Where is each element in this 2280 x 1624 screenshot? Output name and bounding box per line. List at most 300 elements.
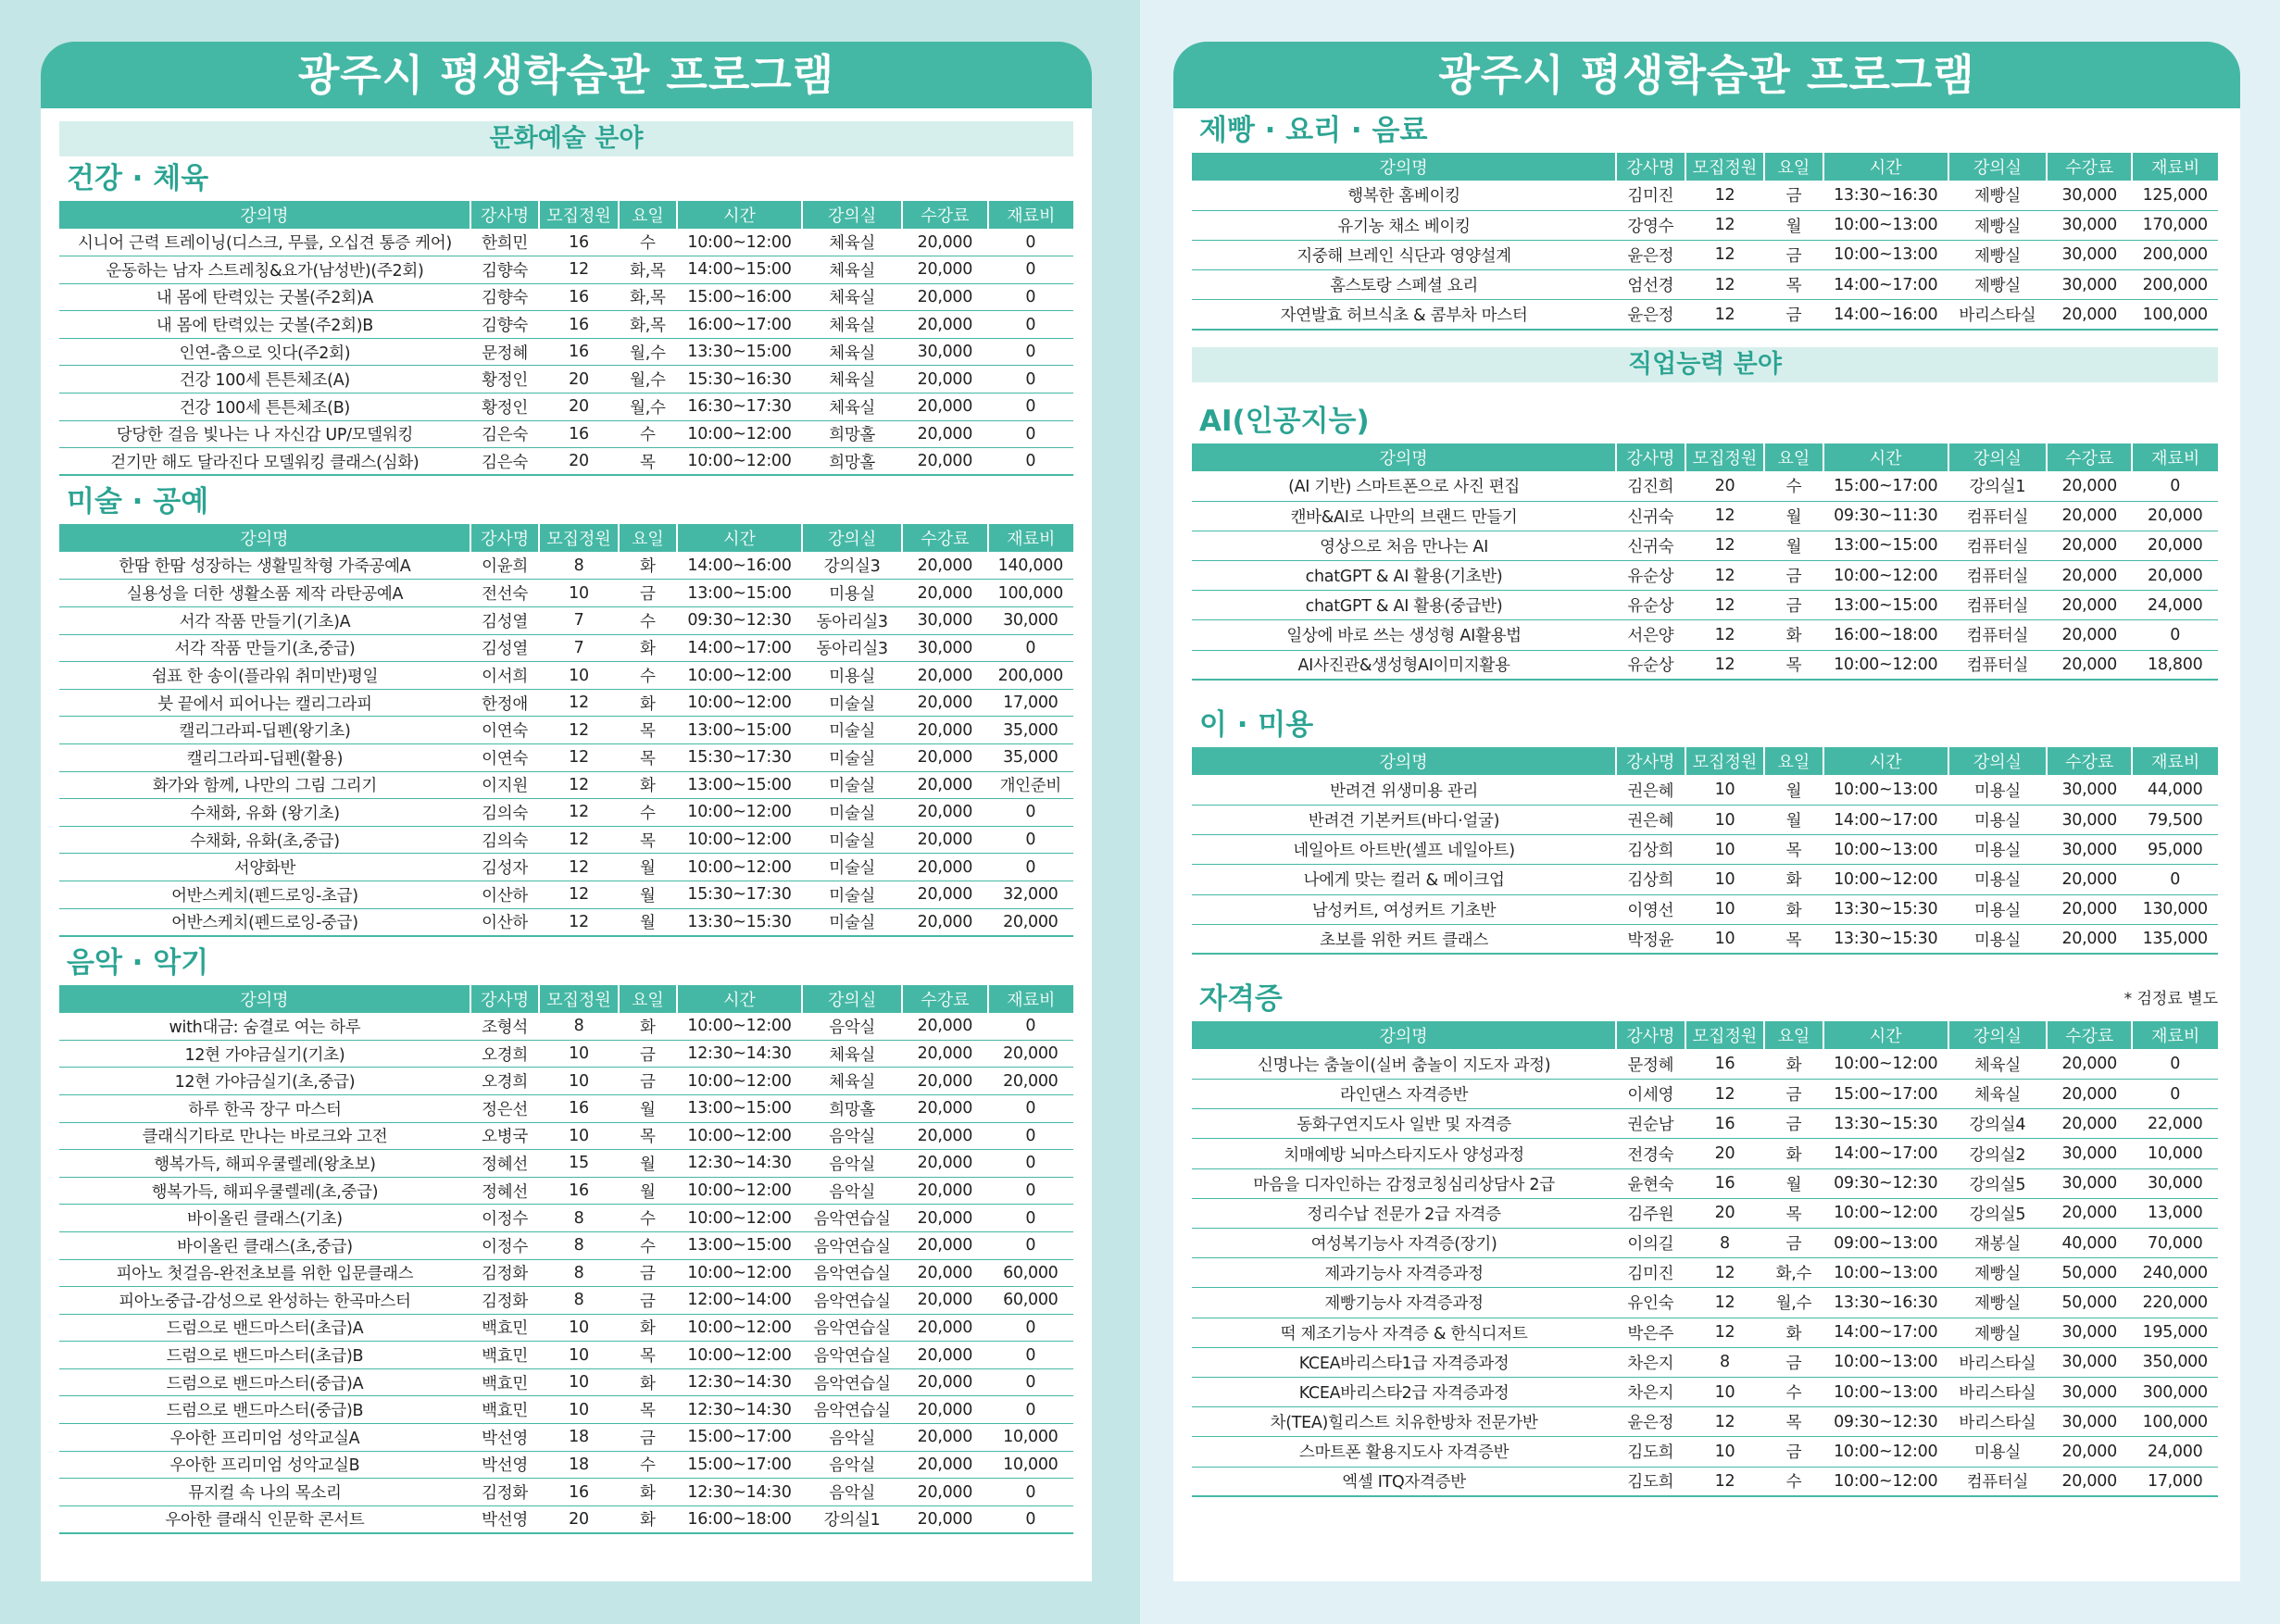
col-material: 24,000 — [2132, 591, 2218, 620]
col-material: 0 — [988, 1479, 1073, 1506]
col-day: 화 — [619, 634, 677, 662]
col-instructor: 한희민 — [470, 229, 539, 256]
col-title: 행복한 홈베이킹 — [1192, 181, 1616, 210]
col-title: 정리수납 전문가 2급 자격증 — [1192, 1198, 1616, 1228]
table-row — [59, 256, 1073, 284]
col-instructor: 황정인 — [470, 366, 539, 394]
col-room: 체육실 — [802, 229, 902, 256]
col-room: 미술실 — [802, 717, 902, 744]
col-capacity: 20 — [539, 448, 619, 476]
col-room: 미술실 — [802, 799, 902, 827]
col-time: 14:00~17:00 — [677, 634, 802, 662]
section-title-cert — [1192, 977, 2218, 1021]
col-day: 화 — [619, 689, 677, 717]
table-row — [1192, 1229, 2218, 1258]
col-fee: 20,000 — [2047, 1467, 2133, 1496]
col-instructor: 권순남 — [1616, 1109, 1685, 1139]
col-fee: 20,000 — [902, 662, 987, 690]
col-time: 15:30~17:30 — [677, 744, 802, 772]
category-culture: 문화예술 분야 — [59, 121, 1073, 156]
col-time: 13:00~15:00 — [677, 771, 802, 799]
col-capacity: 16 — [1685, 1168, 1765, 1198]
page-title-right: 광주시 평생학습관 프로그램 — [1173, 42, 2240, 108]
col-title: 캔바&AI로 나만의 브랜드 만들기 — [1192, 501, 1616, 531]
col-fee: 20,000 — [902, 1287, 987, 1315]
col-title: 제과기능사 자격증과정 — [1192, 1258, 1616, 1288]
col-material: 100,000 — [2132, 1407, 2218, 1437]
col-time: 15:00~17:00 — [1823, 1080, 1948, 1109]
table-row — [59, 420, 1073, 448]
col-fee: 20,000 — [902, 1013, 987, 1041]
col-room: 음악실 — [802, 1177, 902, 1205]
section-title-health: 건강 · 체육 — [67, 162, 209, 195]
col-time: 13:30~15:30 — [1823, 924, 1948, 954]
col-room: 동아리실3 — [802, 634, 902, 662]
column-header-time: 시간 — [1823, 1021, 1948, 1049]
col-title: 드럼으로 밴드마스터(중급)A — [59, 1368, 470, 1396]
col-time: 14:00~17:00 — [1823, 805, 1948, 834]
col-day: 금 — [619, 580, 677, 607]
col-room: 강의실1 — [1948, 471, 2047, 501]
col-capacity: 10 — [1685, 894, 1765, 924]
col-title: 우아한 클래식 인문학 콘서트 — [59, 1505, 470, 1533]
col-instructor: 이의길 — [1616, 1229, 1685, 1258]
col-capacity: 12 — [539, 854, 619, 881]
column-header-capacity: 모집정원 — [1685, 1021, 1765, 1049]
col-instructor: 박정윤 — [1616, 924, 1685, 954]
table-row — [1192, 270, 2218, 300]
col-fee: 20,000 — [902, 1122, 987, 1150]
col-instructor: 백효민 — [470, 1342, 539, 1369]
section-title-ai: AI(인공지능) — [1199, 404, 1370, 438]
col-time: 15:30~17:30 — [677, 881, 802, 908]
col-material: 140,000 — [988, 552, 1073, 580]
table-row — [1192, 1198, 2218, 1228]
col-room: 컴퓨터실 — [1948, 591, 2047, 620]
table-row — [59, 634, 1073, 662]
col-instructor: 엄선경 — [1616, 270, 1685, 300]
col-instructor: 김도희 — [1616, 1467, 1685, 1496]
col-capacity: 8 — [539, 1205, 619, 1232]
col-instructor: 유순상 — [1616, 591, 1685, 620]
col-room: 컴퓨터실 — [1948, 501, 2047, 531]
col-time: 09:30~12:30 — [1823, 1407, 1948, 1437]
col-title: 당당한 걸음 빛나는 나 자신감 UP/모델워킹 — [59, 420, 470, 448]
col-title: 어반스케치(펜드로잉-중급) — [59, 908, 470, 936]
col-capacity: 12 — [539, 689, 619, 717]
col-title: AI사진관&생성형AI이미지활용 — [1192, 650, 1616, 680]
col-material: 0 — [988, 1150, 1073, 1178]
col-capacity: 10 — [539, 580, 619, 607]
col-room: 강의실5 — [1948, 1168, 2047, 1198]
col-capacity: 12 — [1685, 531, 1765, 560]
col-capacity: 12 — [539, 256, 619, 284]
col-material: 0 — [988, 799, 1073, 827]
column-header-title: 강의명 — [1192, 747, 1616, 775]
col-capacity: 10 — [1685, 1437, 1765, 1467]
col-instructor: 백효민 — [470, 1368, 539, 1396]
col-material: 24,000 — [2132, 1437, 2218, 1467]
col-capacity: 12 — [1685, 210, 1765, 240]
col-fee: 20,000 — [902, 826, 987, 854]
col-day: 화 — [619, 1505, 677, 1533]
col-time: 14:00~15:00 — [677, 256, 802, 284]
col-material: 20,000 — [988, 1040, 1073, 1068]
column-header-day: 요일 — [1764, 153, 1823, 181]
col-material: 0 — [988, 1368, 1073, 1396]
col-instructor: 김미진 — [1616, 1258, 1685, 1288]
col-instructor: 김성열 — [470, 607, 539, 635]
col-instructor: 이산하 — [470, 908, 539, 936]
col-title: 반려견 위생미용 관리 — [1192, 775, 1616, 805]
col-time: 10:00~12:00 — [677, 1259, 802, 1287]
col-title: 클래식기타로 만나는 바로크와 고전 — [59, 1122, 470, 1150]
column-header-fee: 수강료 — [902, 985, 987, 1013]
col-day: 월 — [619, 908, 677, 936]
col-material: 0 — [988, 1314, 1073, 1342]
col-day: 금 — [1764, 181, 1823, 210]
col-time: 13:00~15:00 — [1823, 591, 1948, 620]
col-instructor: 정혜선 — [470, 1150, 539, 1178]
col-material: 30,000 — [2132, 1168, 2218, 1198]
col-instructor: 이윤희 — [470, 552, 539, 580]
col-material: 0 — [988, 1205, 1073, 1232]
col-capacity: 10 — [539, 1040, 619, 1068]
col-room: 음악연습실 — [802, 1396, 902, 1424]
col-material: 0 — [988, 420, 1073, 448]
col-day: 화 — [1764, 1139, 1823, 1168]
col-time: 10:00~13:00 — [1823, 240, 1948, 269]
col-day: 목 — [619, 744, 677, 772]
col-material: 0 — [988, 1342, 1073, 1369]
col-fee: 30,000 — [2047, 181, 2133, 210]
column-header-instructor: 강사명 — [1616, 443, 1685, 471]
col-day: 화 — [619, 1479, 677, 1506]
table-row — [59, 1314, 1073, 1342]
col-capacity: 12 — [1685, 1080, 1765, 1109]
col-room: 체육실 — [802, 256, 902, 284]
col-room: 음악실 — [802, 1479, 902, 1506]
col-fee: 20,000 — [2047, 1080, 2133, 1109]
col-capacity: 12 — [1685, 1407, 1765, 1437]
col-capacity: 12 — [539, 799, 619, 827]
col-instructor: 김정화 — [470, 1259, 539, 1287]
col-fee: 20,000 — [902, 1231, 987, 1259]
col-material: 0 — [988, 634, 1073, 662]
col-fee: 20,000 — [902, 580, 987, 607]
col-day: 수 — [619, 1205, 677, 1232]
column-header-time: 시간 — [1823, 443, 1948, 471]
right-page — [1173, 42, 2240, 1581]
col-room: 체육실 — [1948, 1080, 2047, 1109]
col-capacity: 15 — [539, 1150, 619, 1178]
col-material: 0 — [2132, 865, 2218, 894]
col-time: 14:00~17:00 — [1823, 270, 1948, 300]
col-capacity: 20 — [539, 394, 619, 421]
column-header-material: 재료비 — [2132, 153, 2218, 181]
col-room: 미용실 — [802, 580, 902, 607]
col-time: 10:00~12:00 — [677, 1177, 802, 1205]
column-header-fee: 수강료 — [902, 524, 987, 552]
col-fee: 30,000 — [2047, 775, 2133, 805]
left-page — [41, 42, 1092, 1581]
col-time: 10:00~12:00 — [1823, 1437, 1948, 1467]
table-cert — [1192, 1021, 2218, 1497]
table-row — [59, 1287, 1073, 1315]
col-time: 15:00~16:00 — [677, 283, 802, 311]
table-row — [1192, 1258, 2218, 1288]
col-fee: 30,000 — [2047, 1168, 2133, 1198]
col-instructor: 김향숙 — [470, 311, 539, 339]
col-room: 강의실2 — [1948, 1139, 2047, 1168]
col-fee: 20,000 — [902, 229, 987, 256]
col-capacity: 10 — [539, 1368, 619, 1396]
col-fee: 20,000 — [2047, 1437, 2133, 1467]
column-header-capacity: 모집정원 — [1685, 443, 1765, 471]
col-material: 300,000 — [2132, 1377, 2218, 1406]
table-row — [1192, 1139, 2218, 1168]
col-material: 0 — [988, 256, 1073, 284]
col-instructor: 김미진 — [1616, 181, 1685, 210]
col-capacity: 7 — [539, 607, 619, 635]
col-fee: 20,000 — [2047, 591, 2133, 620]
col-time: 09:30~12:30 — [1823, 1168, 1948, 1198]
col-room: 컴퓨터실 — [1948, 531, 2047, 560]
col-title: with대금: 숨결로 여는 하루 — [59, 1013, 470, 1041]
table-row — [1192, 805, 2218, 834]
col-day: 목 — [619, 1342, 677, 1369]
col-time: 09:00~13:00 — [1823, 1229, 1948, 1258]
table-row — [59, 1205, 1073, 1232]
col-time: 13:30~15:30 — [677, 908, 802, 936]
col-time: 10:00~13:00 — [1823, 835, 1948, 865]
col-instructor: 김진희 — [1616, 471, 1685, 501]
col-capacity: 18 — [539, 1424, 619, 1452]
col-fee: 20,000 — [902, 1342, 987, 1369]
col-material: 170,000 — [2132, 210, 2218, 240]
col-instructor: 김도희 — [1616, 1437, 1685, 1467]
col-capacity: 16 — [1685, 1109, 1765, 1139]
col-capacity: 12 — [1685, 270, 1765, 300]
col-day: 화 — [619, 1368, 677, 1396]
table-row — [59, 607, 1073, 635]
col-room: 제빵실 — [1948, 1288, 2047, 1318]
col-material: 30,000 — [988, 607, 1073, 635]
col-instructor: 조형석 — [470, 1013, 539, 1041]
col-time: 10:00~12:00 — [677, 1314, 802, 1342]
col-title: 드럼으로 밴드마스터(초급)B — [59, 1342, 470, 1369]
col-day: 월 — [619, 1150, 677, 1178]
col-fee: 30,000 — [2047, 1139, 2133, 1168]
table-row — [1192, 1049, 2218, 1079]
col-room: 제빵실 — [1948, 181, 2047, 210]
col-time: 10:00~12:00 — [677, 1205, 802, 1232]
col-capacity: 10 — [539, 662, 619, 690]
col-room: 음악연습실 — [802, 1342, 902, 1369]
col-time: 10:00~12:00 — [677, 1122, 802, 1150]
col-fee: 30,000 — [902, 634, 987, 662]
table-row — [59, 1396, 1073, 1424]
col-title: 드럼으로 밴드마스터(초급)A — [59, 1314, 470, 1342]
col-instructor: 서은양 — [1616, 620, 1685, 650]
col-room: 체육실 — [802, 338, 902, 366]
col-day: 화 — [619, 1314, 677, 1342]
col-room: 음악실 — [802, 1451, 902, 1479]
col-capacity: 16 — [539, 1177, 619, 1205]
column-header-instructor: 강사명 — [1616, 1021, 1685, 1049]
col-fee: 20,000 — [902, 1040, 987, 1068]
column-header-time: 시간 — [1823, 747, 1948, 775]
col-time: 09:30~12:30 — [677, 607, 802, 635]
col-capacity: 10 — [539, 1342, 619, 1369]
col-instructor: 유인숙 — [1616, 1288, 1685, 1318]
col-room: 미술실 — [802, 881, 902, 908]
col-capacity: 8 — [1685, 1229, 1765, 1258]
col-day: 월 — [619, 881, 677, 908]
col-room: 체육실 — [802, 283, 902, 311]
col-title: 동화구연지도사 일반 및 자격증 — [1192, 1109, 1616, 1139]
col-day: 금 — [619, 1424, 677, 1452]
col-title: 쉼표 한 송이(플라워 취미반)평일 — [59, 662, 470, 690]
table-row — [59, 1122, 1073, 1150]
col-material: 0 — [988, 394, 1073, 421]
col-fee: 30,000 — [2047, 835, 2133, 865]
col-capacity: 12 — [539, 881, 619, 908]
col-material: 0 — [988, 338, 1073, 366]
col-instructor: 김성자 — [470, 854, 539, 881]
col-title: 건강 100세 튼튼체조(A) — [59, 366, 470, 394]
col-room: 미술실 — [802, 771, 902, 799]
col-capacity: 12 — [1685, 240, 1765, 269]
col-day: 목 — [1764, 1407, 1823, 1437]
col-fee: 50,000 — [2047, 1288, 2133, 1318]
col-room: 음악연습실 — [802, 1287, 902, 1315]
col-material: 0 — [988, 366, 1073, 394]
col-capacity: 10 — [539, 1068, 619, 1095]
column-header-instructor: 강사명 — [470, 524, 539, 552]
col-instructor: 박선영 — [470, 1505, 539, 1533]
table-row — [1192, 1347, 2218, 1377]
col-time: 12:30~14:30 — [677, 1368, 802, 1396]
col-time: 13:00~15:00 — [677, 1094, 802, 1122]
column-header-room: 강의실 — [1948, 443, 2047, 471]
col-instructor: 신귀숙 — [1616, 531, 1685, 560]
col-material: 0 — [2132, 1080, 2218, 1109]
col-instructor: 이영선 — [1616, 894, 1685, 924]
table-row — [59, 1040, 1073, 1068]
col-fee: 20,000 — [902, 908, 987, 936]
col-time: 10:00~13:00 — [1823, 210, 1948, 240]
col-instructor: 이연숙 — [470, 744, 539, 772]
col-title: 유기농 채소 베이킹 — [1192, 210, 1616, 240]
col-room: 미용실 — [802, 662, 902, 690]
col-room: 체육실 — [802, 1040, 902, 1068]
column-header-capacity: 모집정원 — [539, 201, 619, 229]
col-room: 미술실 — [802, 854, 902, 881]
column-header-capacity: 모집정원 — [539, 524, 619, 552]
col-room: 음악연습실 — [802, 1259, 902, 1287]
col-fee: 20,000 — [2047, 924, 2133, 954]
col-room: 체육실 — [802, 1068, 902, 1095]
col-fee: 20,000 — [902, 744, 987, 772]
col-time: 10:00~12:00 — [677, 662, 802, 690]
col-material: 0 — [2132, 471, 2218, 501]
col-title: KCEA바리스타2급 자격증과정 — [1192, 1377, 1616, 1406]
col-fee: 20,000 — [902, 1259, 987, 1287]
col-capacity: 16 — [539, 229, 619, 256]
col-time: 13:00~15:00 — [677, 717, 802, 744]
table-row — [1192, 775, 2218, 805]
col-fee: 20,000 — [902, 1177, 987, 1205]
col-material: 20,000 — [2132, 501, 2218, 531]
table-row — [1192, 835, 2218, 865]
col-time: 12:00~14:00 — [677, 1287, 802, 1315]
table-row — [59, 1177, 1073, 1205]
col-fee: 20,000 — [902, 1396, 987, 1424]
table-row — [1192, 865, 2218, 894]
col-time: 16:00~18:00 — [677, 1505, 802, 1533]
col-time: 10:00~12:00 — [677, 799, 802, 827]
col-day: 화,수 — [1764, 1258, 1823, 1288]
col-material: 10,000 — [2132, 1139, 2218, 1168]
col-day: 수 — [619, 1231, 677, 1259]
table-row — [59, 826, 1073, 854]
col-day: 월 — [1764, 210, 1823, 240]
col-capacity: 12 — [1685, 1318, 1765, 1347]
col-title: 캘리그라피-딥펜(활용) — [59, 744, 470, 772]
col-title: 수채화, 유화(초,중급) — [59, 826, 470, 854]
column-header-fee: 수강료 — [2047, 443, 2133, 471]
col-instructor: 박선영 — [470, 1451, 539, 1479]
col-instructor: 권은혜 — [1616, 775, 1685, 805]
col-capacity: 10 — [1685, 805, 1765, 834]
col-room: 미술실 — [802, 689, 902, 717]
col-instructor: 김정화 — [470, 1287, 539, 1315]
col-material: 130,000 — [2132, 894, 2218, 924]
col-day: 금 — [1764, 300, 1823, 330]
col-instructor: 문정혜 — [1616, 1049, 1685, 1079]
column-header-day: 요일 — [1764, 443, 1823, 471]
table-row — [59, 689, 1073, 717]
col-time: 14:00~17:00 — [1823, 1139, 1948, 1168]
col-material: 0 — [988, 826, 1073, 854]
col-capacity: 12 — [1685, 300, 1765, 330]
col-day: 화 — [619, 771, 677, 799]
table-row — [1192, 1467, 2218, 1496]
col-title: 지중해 브레인 식단과 영양설계 — [1192, 240, 1616, 269]
col-title: 남성커트, 여성커트 기초반 — [1192, 894, 1616, 924]
col-title: 피아노 첫걸음-완전초보를 위한 입문클래스 — [59, 1259, 470, 1287]
col-title: 뮤지컬 속 나의 목소리 — [59, 1479, 470, 1506]
column-header-title: 강의명 — [1192, 443, 1616, 471]
col-instructor: 오경희 — [470, 1040, 539, 1068]
col-capacity: 16 — [539, 420, 619, 448]
col-fee: 20,000 — [902, 1205, 987, 1232]
col-day: 목 — [619, 826, 677, 854]
table-row — [59, 1505, 1073, 1533]
col-time: 14:00~16:00 — [677, 552, 802, 580]
col-time: 10:00~12:00 — [677, 1342, 802, 1369]
column-header-fee: 수강료 — [2047, 747, 2133, 775]
table-row — [59, 338, 1073, 366]
col-capacity: 12 — [539, 908, 619, 936]
col-day: 월,수 — [619, 366, 677, 394]
col-title: 내 몸에 탄력있는 굿볼(주2회)B — [59, 311, 470, 339]
col-title: 인연-춤으로 잇다(주2회) — [59, 338, 470, 366]
col-instructor: 황정인 — [470, 394, 539, 421]
col-room: 미용실 — [1948, 775, 2047, 805]
col-capacity: 20 — [1685, 1139, 1765, 1168]
